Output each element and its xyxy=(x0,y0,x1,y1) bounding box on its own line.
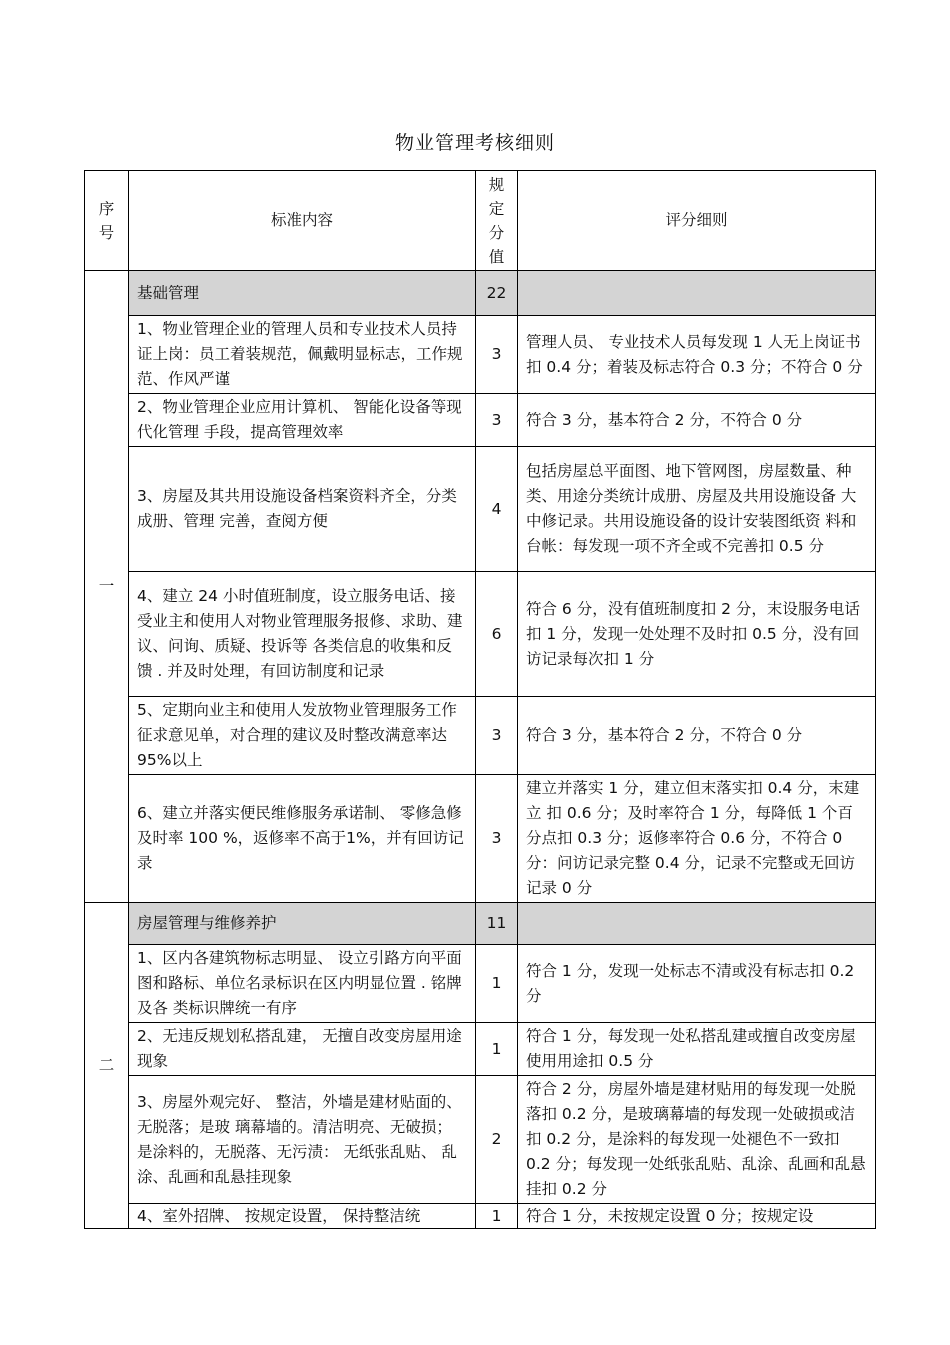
header-score-line: 定 xyxy=(488,199,505,218)
header-detail: 评分细则 xyxy=(518,171,876,271)
item-score: 3 xyxy=(476,775,518,903)
item-detail: 符合 1 分，每发现一处私搭乱建或擅自改变房屋使用用途扣 0.5 分 xyxy=(518,1023,876,1076)
item-score: 3 xyxy=(476,394,518,447)
assessment-table xyxy=(84,170,876,1229)
header-score xyxy=(476,171,518,271)
item-score: 1 xyxy=(476,1023,518,1076)
item-content: 3、房屋外观完好、 整洁，外墙是建材贴面的、无脱落；是玻 璃幕墙的。清洁明亮、无破损；是涂料的，无脱落、无污渍： 无纸张乱贴、 乱涂、乱画和乱悬挂现象 xyxy=(129,1076,476,1204)
header-row xyxy=(85,171,876,271)
item-content: 4、建立 24 小时值班制度，设立服务电话、接受业主和使用人对物业管理服务报修、求助、建议、问询、质疑、投诉等 各类信息的收集和反馈 . 并及时处理，有回访制度和记录 xyxy=(129,572,476,697)
table-row xyxy=(85,697,876,775)
header-seq-line: 号 xyxy=(98,223,115,242)
item-detail: 包括房屋总平面图、地下管网图，房屋数量、种 类、用途分类统计成册、房屋及共用设施设备 大中修记录。共用设施设备的设计安装图纸资 料和台帐：每发现一项不齐全或不完善扣 0.5 分 xyxy=(518,447,876,572)
header-score-line: 规 xyxy=(488,175,505,194)
table-row xyxy=(85,1023,876,1076)
table-row xyxy=(85,1076,876,1204)
header-seq-line: 序 xyxy=(98,199,115,218)
item-score: 2 xyxy=(476,1076,518,1204)
item-score: 4 xyxy=(476,447,518,572)
item-content: 1、区内各建筑物标志明显、 设立引路方向平面图和路标、单位名录标识在区内明显位置 . 铭牌及各 类标识牌统一有序 xyxy=(129,945,476,1023)
header-score-line: 分 xyxy=(488,223,505,242)
section-number: 二 xyxy=(85,903,129,1229)
item-detail: 符合 3 分，基本符合 2 分，不符合 0 分 xyxy=(518,394,876,447)
item-content: 6、建立并落实便民维修服务承诺制、 零修急修及时率 100 %，返修率不高于1%，并有回访记录 xyxy=(129,775,476,903)
item-detail: 管理人员、 专业技术人员每发现 1 人无上岗证书扣 0.4 分；着装及标志符合 0.3 分；不符合 0 分 xyxy=(518,316,876,394)
section-detail-blank xyxy=(518,271,876,316)
item-content: 5、定期向业主和使用人发放物业管理服务工作征求意见单，对合理的建议及时整改满意率达 95%以上 xyxy=(129,697,476,775)
item-score: 1 xyxy=(476,1204,518,1229)
item-content: 2、无违反规划私搭乱建， 无擅自改变房屋用途现象 xyxy=(129,1023,476,1076)
item-detail: 符合 1 分，未按规定设置 0 分；按规定设 xyxy=(518,1204,876,1229)
item-content: 3、房屋及其共用设施设备档案资料齐全，分类成册、管理 完善，查阅方便 xyxy=(129,447,476,572)
item-detail: 符合 1 分，发现一处标志不清或没有标志扣 0.2 分 xyxy=(518,945,876,1023)
item-detail: 建立并落实 1 分，建立但末落实扣 0.4 分，末建立 扣 0.6 分；及时率符合 1 分，每降低 1 个百分点扣 0.3 分；返修率符合 0.6 分，不符合 0 分：问访记录完整 0.4 分，记录不完整或无回访记录 0 分 xyxy=(518,775,876,903)
table-row xyxy=(85,394,876,447)
item-score: 3 xyxy=(476,697,518,775)
item-score: 3 xyxy=(476,316,518,394)
header-seq xyxy=(85,171,129,271)
item-score: 6 xyxy=(476,572,518,697)
section-score: 22 xyxy=(476,271,518,316)
table-row xyxy=(85,945,876,1023)
header-content: 标准内容 xyxy=(129,171,476,271)
item-content: 2、物业管理企业应用计算机、 智能化设备等现代化管理 手段，提高管理效率 xyxy=(129,394,476,447)
section-score: 11 xyxy=(476,903,518,945)
page-title: 物业管理考核细则 xyxy=(394,132,555,154)
table-row xyxy=(85,316,876,394)
section-name: 房屋管理与维修养护 xyxy=(129,903,476,945)
item-detail: 符合 3 分，基本符合 2 分，不符合 0 分 xyxy=(518,697,876,775)
item-detail: 符合 6 分，没有值班制度扣 2 分，末设服务电话 扣 1 分，发现一处处理不及时扣 0.5 分，没有回访记录每次扣 1 分 xyxy=(518,572,876,697)
table-row xyxy=(85,572,876,697)
table-row xyxy=(85,1204,876,1229)
section-row xyxy=(85,903,876,945)
section-detail-blank xyxy=(518,903,876,945)
item-content: 4、室外招牌、 按规定设置， 保持整洁统 xyxy=(129,1204,476,1229)
section-row xyxy=(85,271,876,316)
header-score-line: 值 xyxy=(488,247,505,266)
section-name: 基础管理 xyxy=(129,271,476,316)
item-content: 1、物业管理企业的管理人员和专业技术人员持证上岗：员工着装规范，佩戴明显标志，工作规范、作风严谨 xyxy=(129,316,476,394)
section-number: 一 xyxy=(85,271,129,903)
item-score: 1 xyxy=(476,945,518,1023)
item-detail: 符合 2 分，房屋外墙是建材贴用的每发现一处脱落扣 0.2 分，是玻璃幕墙的每发现一处破损或洁扣 0.2 分，是涂料的每发现一处褪色不一致扣 0.2 分；每发现一处纸张乱贴、乱涂、乱画和乱悬挂扣 0.2 分 xyxy=(518,1076,876,1204)
table-row xyxy=(85,775,876,903)
table-row xyxy=(85,447,876,572)
